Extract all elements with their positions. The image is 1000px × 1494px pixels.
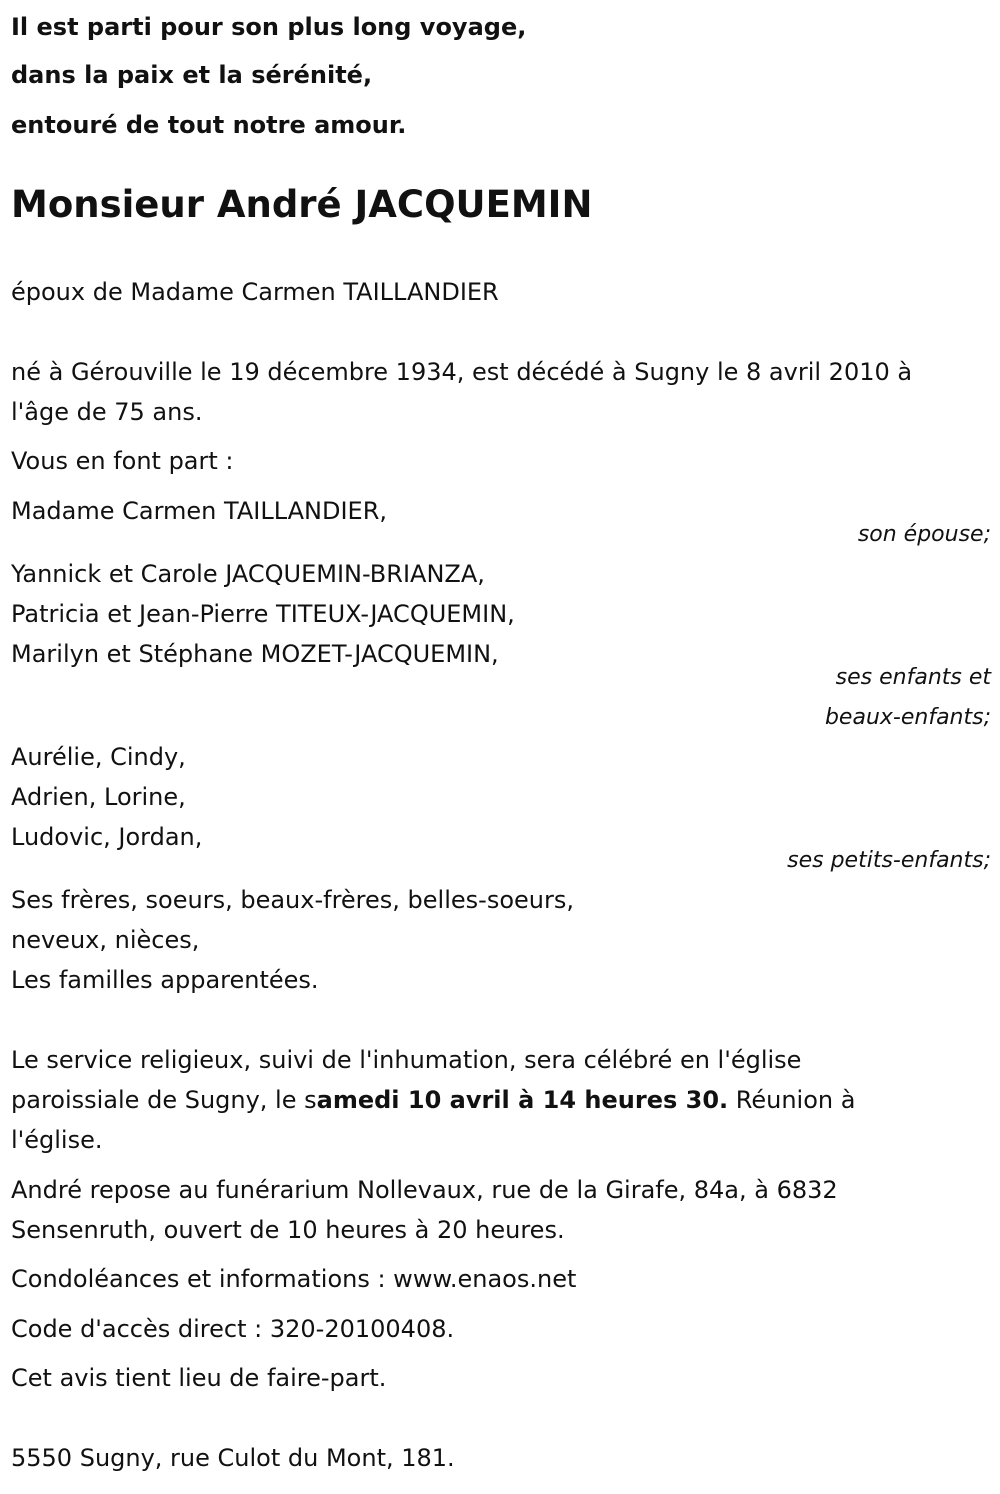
service-line: l'église. [11, 1126, 103, 1154]
family-name-line: Patricia et Jean-Pierre TITEUX-JACQUEMIN, [11, 600, 515, 628]
birth-death-line: né à Gérouville le 19 décembre 1934, est décédé à Sugny le 8 avril 2010 à [11, 358, 913, 386]
relation-label: son épouse; [857, 522, 991, 547]
family-name-line: Marilyn et Stéphane MOZET-JACQUEMIN, [11, 640, 499, 668]
service-line: Le service religieux, suivi de l'inhumation, sera célébré en l'église [11, 1046, 802, 1074]
family-line: Ses frères, soeurs, beaux-frères, belles-soeurs, [11, 886, 574, 914]
intro-line: dans la paix et la sérénité, [11, 61, 373, 89]
deceased-name: Monsieur André JACQUEMIN [11, 183, 593, 226]
intro-line: entouré de tout notre amour. [11, 111, 407, 139]
service-line [11, 1080, 855, 1120]
relation-label: ses petits-enfants; [787, 848, 991, 873]
service-suffix: Réunion à [728, 1086, 856, 1114]
family-name-line: Adrien, Lorine, [11, 783, 186, 811]
family-name-line: Aurélie, Cindy, [11, 743, 186, 771]
birth-death-line: l'âge de 75 ans. [11, 398, 203, 426]
service-date-time: amedi 10 avril à 14 heures 30. [316, 1086, 729, 1114]
family-name-line: Ludovic, Jordan, [11, 823, 203, 851]
family-line: Les familles apparentées. [11, 966, 319, 994]
relation-label: ses enfants et [835, 665, 991, 690]
relation-label: beaux-enfants; [824, 705, 991, 730]
address-line: 5550 Sugny, rue Culot du Mont, 181. [11, 1444, 455, 1472]
family-name-line: Madame Carmen TAILLANDIER, [11, 497, 388, 525]
access-code-line: Code d'accès direct : 320-20100408. [11, 1315, 455, 1343]
funerarium-line: Sensenruth, ouvert de 10 heures à 20 heures. [11, 1216, 565, 1244]
funerarium-line: André repose au funérarium Nollevaux, rue de la Girafe, 84a, à 6832 [11, 1176, 838, 1204]
condolences-line: Condoléances et informations : www.enaos.net [11, 1265, 577, 1293]
service-prefix: paroissiale de Sugny, le s [11, 1086, 317, 1114]
intro-line: Il est parti pour son plus long voyage, [11, 13, 527, 41]
family-line: neveux, nièces, [11, 926, 200, 954]
announce-line: Vous en font part : [11, 447, 234, 475]
notice-line: Cet avis tient lieu de faire-part. [11, 1364, 387, 1392]
spouse-line: époux de Madame Carmen TAILLANDIER [11, 278, 499, 306]
family-name-line: Yannick et Carole JACQUEMIN-BRIANZA, [11, 560, 485, 588]
